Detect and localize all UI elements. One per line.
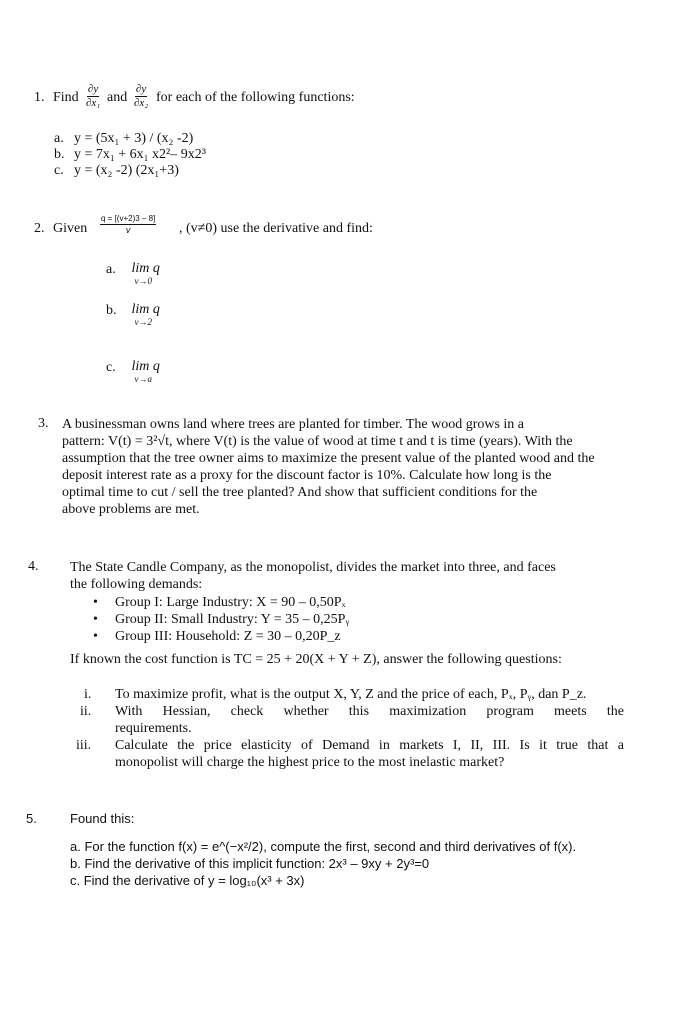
item-label: a. xyxy=(54,131,64,146)
list-item xyxy=(70,737,624,771)
cost-function-line: If known the cost function is TC = 25 + 20(X + Y + Z), answer the following questions: xyxy=(70,652,562,667)
fraction-numerator: q = [(v+2)3 – 8] xyxy=(101,214,156,223)
item-text: y = (x₂ -2) (2x₁+3) xyxy=(74,163,179,178)
limit-item-c xyxy=(106,360,160,384)
list-item: c. Find the derivative of y = log₁₀(x³ + 3x) xyxy=(70,873,305,888)
question-4-items xyxy=(70,686,624,771)
item-label: c. xyxy=(54,163,64,178)
item-text: y = 7x₁ + 6x₁ x2²– 9x2³ xyxy=(74,147,206,162)
list-item: • Group III: Household: Z = 30 – 0,20P_z xyxy=(115,628,615,645)
limit-subscript: v→a xyxy=(134,374,152,384)
question-number: 1. xyxy=(34,90,45,105)
list-item xyxy=(54,163,206,179)
limit-text: lim q xyxy=(131,302,160,317)
limit-item-b xyxy=(106,303,160,327)
limit-subscript: v→2 xyxy=(134,317,152,327)
paragraph-line: A businessman owns land where trees are planted for timber. The wood grows in a xyxy=(62,417,525,432)
demand-bullet-list xyxy=(115,594,615,645)
item-text: y = (5x₁ + 3) / (x₂ -2) xyxy=(74,131,194,146)
fraction-denominator: v xyxy=(125,225,131,235)
list-item xyxy=(54,131,206,147)
question-5-items xyxy=(70,838,630,889)
list-item: a. For the function f(x) = e^(−x²/2), compute the first, second and third derivatives of f(x). xyxy=(70,839,577,854)
paragraph-line: assumption that the tree owner aims to maximize the present value of the planted wood and the xyxy=(62,451,595,466)
item-label: b. xyxy=(106,303,117,318)
question-number: 2. xyxy=(34,221,45,236)
limit-text: lim q xyxy=(131,261,160,276)
paragraph-line: above problems are met. xyxy=(62,502,200,517)
list-item xyxy=(54,147,206,163)
item-label: b. xyxy=(54,147,65,162)
item-label: i. xyxy=(84,687,92,702)
paragraph-line: pattern: V(t) = 3²√t, where V(t) is the value of wood at time t and t is time (years). With the xyxy=(62,434,573,449)
paragraph-line: The State Candle Company, as the monopolist, divides the market into three, and faces xyxy=(70,560,556,575)
list-item: b. Find the derivative of this implicit function: 2x³ – 9xy + 2y³=0 xyxy=(70,856,430,871)
question-number: 5. xyxy=(26,811,37,826)
question-1-items xyxy=(54,131,206,179)
question-2 xyxy=(34,213,654,243)
item-label: a. xyxy=(106,262,116,277)
item-label: ii. xyxy=(80,704,92,719)
intro-prefix: Find xyxy=(53,90,79,105)
list-item: • Group I: Large Industry: X = 90 – 0,50Pₓ xyxy=(115,594,615,611)
question-3-body xyxy=(62,416,624,518)
limit-subscript: v→0 xyxy=(134,276,152,286)
limit-expression xyxy=(132,360,160,384)
partial-derivative-fraction-2 xyxy=(134,84,148,109)
paragraph-line: monopolist will charge the highest price to the most inelastic market? xyxy=(115,755,505,770)
limit-text: lim q xyxy=(131,359,160,374)
paragraph-line: requirements. xyxy=(115,721,192,736)
and-word: and xyxy=(107,90,128,105)
partial-derivative-fraction-1 xyxy=(86,84,100,109)
question-4-intro xyxy=(70,559,624,593)
list-item: • Group II: Small Industry: Y = 35 – 0,25Pᵧ xyxy=(115,611,615,628)
paragraph-line: optimal time to cut / sell the tree planted? And show that sufficient conditions for the xyxy=(62,485,538,500)
paragraph-line: deposit interest rate as a proxy for the discount factor is 10%. Calculate how long is the xyxy=(62,468,552,483)
list-item xyxy=(70,703,624,737)
fraction-numerator: ∂y xyxy=(135,83,147,95)
item-label: c. xyxy=(106,360,116,375)
given-word: Given xyxy=(53,221,88,236)
question-5-title: Found this: xyxy=(70,811,135,826)
question-number: 4. xyxy=(28,559,39,574)
item-label: iii. xyxy=(76,738,92,753)
limit-expression xyxy=(132,303,160,327)
fraction-numerator: ∂y xyxy=(87,83,99,95)
limit-item-a xyxy=(106,262,160,286)
fraction-denominator: ∂x₁ xyxy=(86,97,101,109)
limit-expression xyxy=(132,262,160,286)
question-number: 3. xyxy=(38,416,49,431)
intro-suffix: for each of the following functions: xyxy=(156,90,355,105)
paragraph-line: To maximize profit, what is the output X, Y, Z and the price of each, Pₓ, Pᵧ, dan P_z. xyxy=(115,687,587,702)
paragraph-line: Calculate the price elasticity of Demand in markets I, II, III. Is it true that a xyxy=(115,738,624,753)
paragraph-line: the following demands: xyxy=(70,577,203,592)
list-item xyxy=(70,686,624,703)
question-1 xyxy=(34,84,654,112)
paragraph-line: With Hessian, check whether this maximization program meets the xyxy=(115,704,624,719)
q-definition-fraction xyxy=(100,215,156,235)
given-suffix: , (v≠0) use the derivative and find: xyxy=(179,221,373,236)
fraction-denominator: ∂x₂ xyxy=(134,97,149,109)
